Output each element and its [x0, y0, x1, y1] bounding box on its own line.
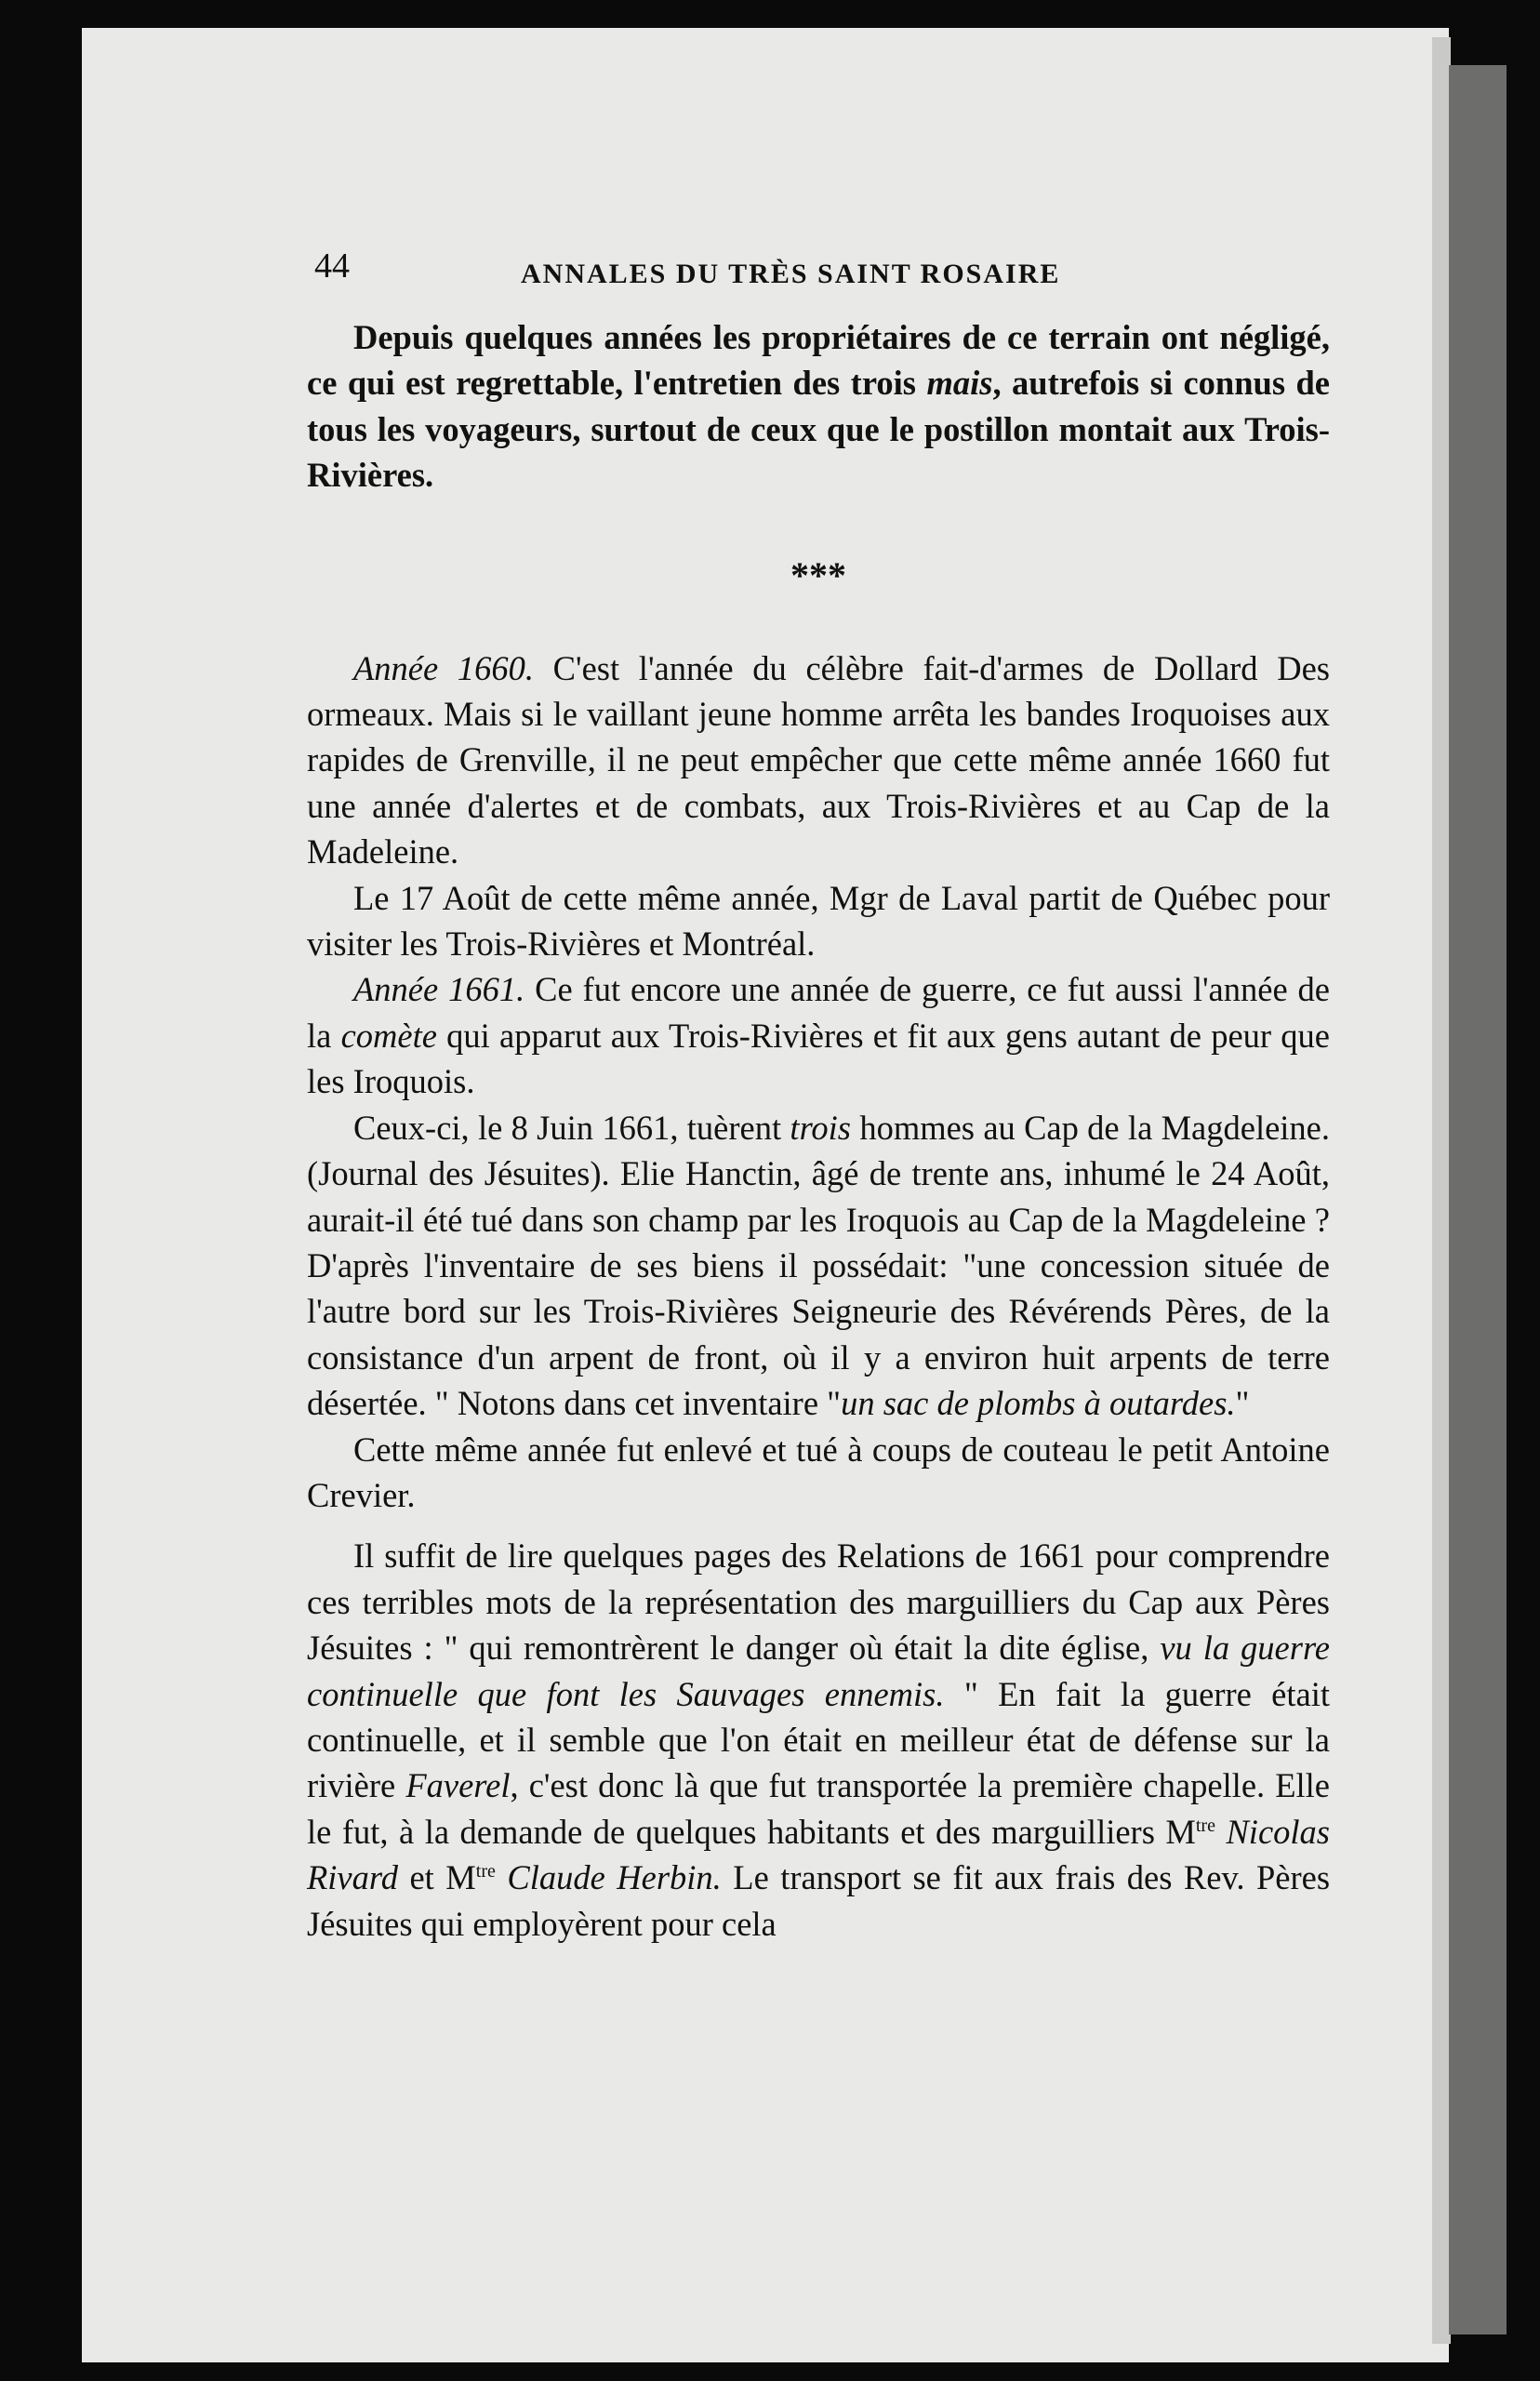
paragraph-6: Cette même année fut enlevé et tué à coups de couteau le petit Antoine Crevier. — [307, 1430, 1330, 1514]
paragraph-1: Depuis quelques années les propriétaires de ce terrain ont négligé, ce qui est regrettable, l'entretien des trois mais, autrefois si connus de tous les voyageurs, surtout de ceux que le postillon montait aux Trois-Rivières. — [307, 318, 1330, 495]
paragraph-4: Année 1661. Ce fut encore une année de guerre, ce fut aussi l'année de la comète qui apparut aux Trois-Rivières et fit aux gens autant de peur que les Iroquois. — [307, 970, 1330, 1101]
page-header — [307, 231, 1330, 314]
page-edge-light — [1432, 37, 1451, 2344]
section-separator: *** — [790, 553, 846, 596]
paragraph-3: Le 17 Août de cette même année, Mgr de Laval partit de Québec pour visiter les Trois-Rivières et Montréal. — [307, 878, 1330, 964]
paragraph-7: Il suffit de lire quelques pages des Relations de 1661 pour comprendre ces terribles mots de la représentation des marguilliers du Cap aux Pères Jésuites : " qui remontrèrent le danger où était la dite église, vu la guerre continuelle que font les Sauvages ennemis. " En fait la guerre était continuelle, et il semble que l'on était en meilleur état de défense sur la rivière Faverel, c'est donc là que fut transportée la première chapelle. Elle le fut, à la demande de quelques habitants et des marguilliers $M^{tre}$ Nicolas Rivard et $M^{tre}$ Claude Herbin. Le transport se fit aux frais des Rev. Pères Jésuites qui employèrent pour cela — [307, 1536, 1331, 1943]
paragraph-2: Année 1660. C'est l'année du célèbre fait-d'armes de Dollard Des ormeaux. Mais si le vaillant jeune homme arrêta les bandes Iroquoises aux rapides de Grenville, il ne peut empêcher que cette même année 1660 fut une année d'alertes et de combats, aux Trois-Rivières et au Cap de la Madeleine. — [307, 648, 1330, 871]
page-number: 44 — [314, 246, 350, 286]
page-edge-shadow — [1449, 65, 1507, 2334]
running-title: ANNALES DU TRÈS SAINT ROSAIRE — [521, 259, 1061, 289]
page-text — [307, 231, 1330, 1947]
paragraph-5: Ceux-ci, le 8 Juin 1661, tuèrent trois hommes au Cap de la Magdeleine. (Journal des Jésuites). Elie Hanctin, âgé de trente ans, inhumé le 24 Août, aurait-il été tué dans son champ par les Iroquois au Cap de la Magdeleine ? D'après l'inventaire de ses biens il possédait: "une concession située de l'autre bord sur les Trois-Rivières Seigneurie des Révérends Pères, de la consistance d'un arpent de front, où il y a environ huit arpents de terre désertée. " Notons dans cet inventaire "un sac de plombs à outardes." — [307, 1108, 1330, 1423]
